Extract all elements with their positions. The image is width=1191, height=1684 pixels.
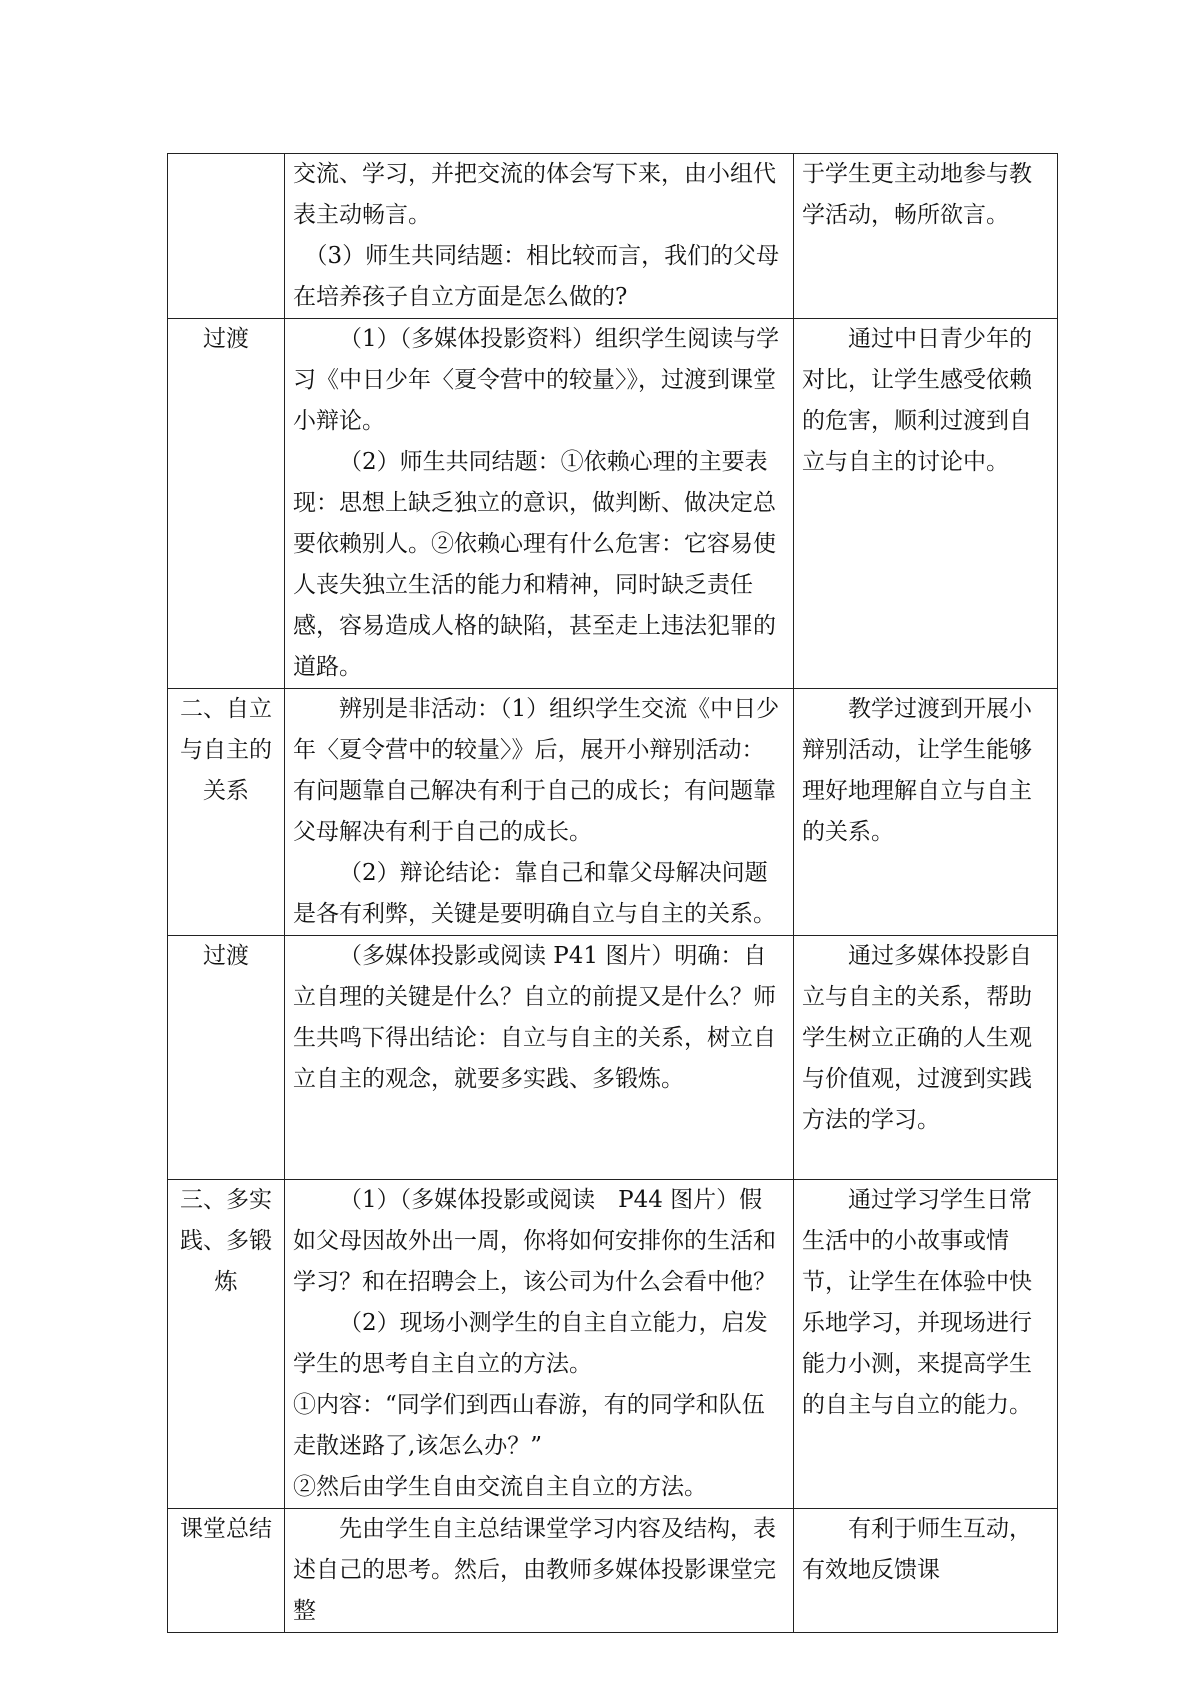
- content-cell: [285, 1180, 794, 1509]
- content-paragraph: （2）辩论结论：靠自己和靠父母解决问题是各有利弊，关键是要明确自立与自主的关系。: [293, 860, 776, 927]
- content-paragraph: 交流、学习，并把交流的体会写下来，由小组代表主动畅言。: [293, 161, 776, 228]
- intent-text: 通过多媒体投影自立与自主的关系，帮助学生树立正确的人生观与价值观，过渡到实践方法的学习。: [802, 943, 1032, 1133]
- section-label: 二、自立与自主的关系: [180, 696, 272, 804]
- intent-cell: [794, 936, 1058, 1180]
- section-cell: [168, 1509, 285, 1633]
- content-cell: [285, 689, 794, 936]
- content-paragraph: （2）现场小测学生的自主自立能力，启发学生的思考自主自立的方法。: [293, 1310, 768, 1377]
- section-label: 过渡: [203, 943, 249, 969]
- intent-cell: [794, 689, 1058, 936]
- section-cell: [168, 1180, 285, 1509]
- intent-cell: [794, 319, 1058, 689]
- content-paragraph: （3）师生共同结题：相比较而言，我们的父母在培养孩子自立方面是怎么做的?: [293, 243, 780, 310]
- intent-text: 有利于师生互动，有效地反馈课: [802, 1516, 1032, 1583]
- intent-text: 于学生更主动地参与教学活动，畅所欲言。: [802, 161, 1032, 228]
- intent-cell: [794, 154, 1058, 319]
- content-cell: [285, 936, 794, 1180]
- table-row: [168, 689, 1058, 936]
- content-paragraph: （多媒体投影或阅读 P41 图片）明确：自立自理的关键是什么？自立的前提又是什么？师生共鸣下得出结论：自立与自主的关系，树立自立自主的观念，就要多实践、多锻炼。: [293, 943, 776, 1092]
- table-row: [168, 154, 1058, 319]
- intent-text: 通过中日青少年的对比，让学生感受依赖的危害，顺利过渡到自立与自主的讨论中。: [802, 326, 1032, 475]
- content-paragraph: （1）（多媒体投影或阅读 P44 图片）假如父母因故外出一周，你将如何安排你的生活和学习？和在招聘会上，该公司为什么会看中他？: [293, 1187, 776, 1295]
- content-cell: [285, 319, 794, 689]
- section-cell: [168, 319, 285, 689]
- section-cell: [168, 936, 285, 1180]
- content-paragraph: 辨别是非活动：（1）组织学生交流《中日少年〈夏令营中的较量〉》后，展开小辩别活动：有问题靠自己解决有利于自己的成长；有问题靠父母解决有利于自己的成长。: [293, 696, 780, 845]
- intent-text: 教学过渡到开展小辩别活动，让学生能够理好地理解自立与自主的关系。: [802, 696, 1032, 845]
- content-paragraph: ②然后由学生自由交流自主自立的方法。: [293, 1474, 707, 1500]
- content-cell: [285, 154, 794, 319]
- content-paragraph: （1）（多媒体投影资料）组织学生阅读与学习《中日少年〈夏令营中的较量〉》，过渡到课堂小辩论。: [293, 326, 780, 434]
- section-cell: [168, 689, 285, 936]
- section-label: 三、多实践、多锻炼: [180, 1187, 272, 1295]
- table-row: [168, 1509, 1058, 1633]
- intent-text: 通过学习学生日常生活中的小故事或情节，让学生在体验中快乐地学习，并现场进行能力小测，来提高学生的自主与自立的能力。: [802, 1187, 1032, 1418]
- content-paragraph: （2）师生共同结题：①依赖心理的主要表现：思想上缺乏独立的意识，做判断、做决定总要依赖别人。②依赖心理有什么危害：它容易使人丧失独立生活的能力和精神，同时缺乏责任感，容易造成人格的缺陷，甚至走上违法犯罪的道路。: [293, 449, 776, 680]
- content-paragraph: ①内容：“同学们到西山春游，有的同学和队伍走散迷路了,该怎么办？”: [293, 1392, 765, 1459]
- content-paragraph: 先由学生自主总结课堂学习内容及结构，表述自己的思考。然后，由教师多媒体投影课堂完整: [293, 1516, 776, 1624]
- table-row: [168, 1180, 1058, 1509]
- table-row: [168, 936, 1058, 1180]
- intent-cell: [794, 1509, 1058, 1633]
- content-cell: [285, 1509, 794, 1633]
- intent-cell: [794, 1180, 1058, 1509]
- section-label: 课堂总结: [180, 1516, 272, 1542]
- section-label: 过渡: [203, 326, 249, 352]
- table-row: [168, 319, 1058, 689]
- section-cell: [168, 154, 285, 319]
- lesson-plan-table: [167, 153, 1058, 1633]
